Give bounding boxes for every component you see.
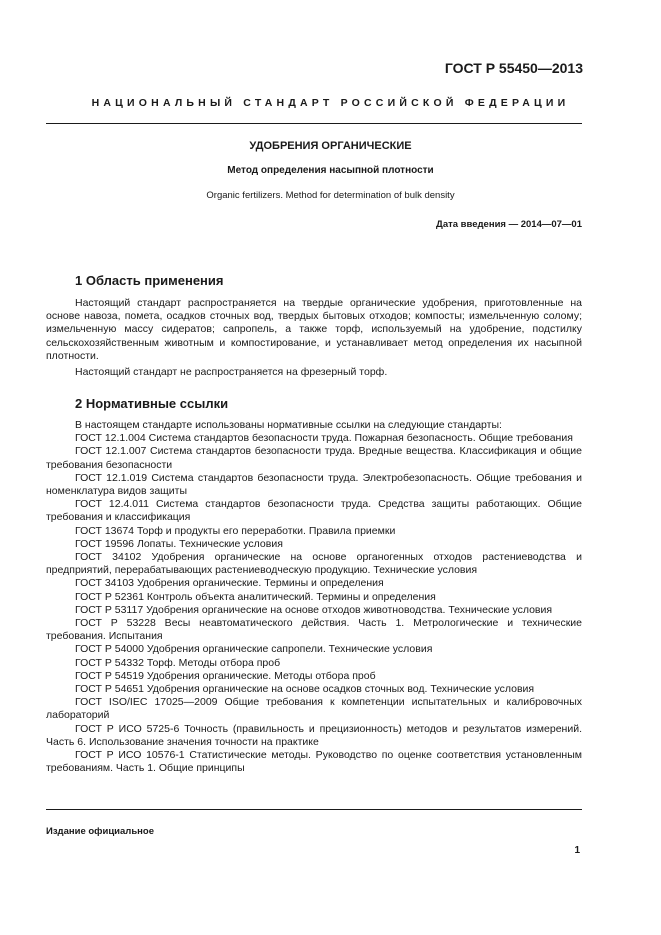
- reference-item: ГОСТ 12.1.004 Система стандартов безопасности труда. Пожарная безопасность. Общие требования: [75, 432, 573, 445]
- document-title: УДОБРЕНИЯ ОРГАНИЧЕСКИЕ: [249, 140, 412, 152]
- reference-item: ГОСТ 34102 Удобрения органические на основе органогенных отходов растениеводства и предприятий, перерабатывающих растениеводческую продукцию. Технические условия: [46, 551, 582, 577]
- document-english-title: Organic fertilizers. Method for determination of bulk density: [206, 190, 455, 201]
- reference-item: ГОСТ 13674 Торф и продукты его переработки. Правила приемки: [75, 524, 396, 537]
- edition-note: Издание официальное: [46, 826, 154, 837]
- reference-item: ГОСТ Р 52361 Контроль объекта аналитический. Термины и определения: [75, 590, 436, 603]
- document-subtitle: Метод определения насыпной плотности: [227, 165, 434, 176]
- reference-item: ГОСТ Р 54000 Удобрения органические сапропели. Технические условия: [75, 643, 433, 656]
- header-divider: [46, 123, 582, 124]
- section-2-intro: В настоящем стандарте использованы нормативные ссылки на следующие стандарты:: [75, 419, 502, 431]
- reference-item: ГОСТ Р ИСО 5725-6 Точность (правильность и прецизионность) методов и результатов измерений. Часть 6. Использование значения точности на практике: [46, 722, 582, 748]
- section-1-paragraph: Настоящий стандарт распространяется на твердые органические удобрения, приготовленные на основе навоза, помета, осадков сточных вод, твердых бытовых отходов; компосты; измельченную солому; измельченную массу сидератов; сапропель, а также торф, используемый на удобрение, подстилку сельскохозяйственным животным и компостирование, и устанавливает метод определения их насыпной плотности.: [46, 297, 582, 362]
- reference-item: ГОСТ Р 53228 Весы неавтоматического действия. Часть 1. Метрологические и технические требования. Испытания: [46, 617, 582, 643]
- reference-item: ГОСТ Р 54519 Удобрения органические. Методы отбора проб: [75, 669, 376, 682]
- national-standard-heading: НАЦИОНАЛЬНЫЙ СТАНДАРТ РОССИЙСКОЙ ФЕДЕРАЦИИ: [91, 97, 570, 109]
- reference-item: ГОСТ 12.4.011 Система стандартов безопасности труда. Средства защиты работающих. Общие требования и классификация: [46, 498, 582, 524]
- section-1-body: [46, 297, 582, 379]
- section-2-body: [46, 419, 582, 775]
- section-1-heading: 1 Область применения: [75, 273, 224, 288]
- footer-divider: [46, 809, 582, 810]
- reference-item: ГОСТ 19596 Лопаты. Технические условия: [75, 537, 283, 550]
- reference-item: ГОСТ 12.1.019 Система стандартов безопасности труда. Электробезопасность. Общие требования и номенклатура видов защиты: [46, 471, 582, 498]
- reference-item: ГОСТ 34103 Удобрения органические. Термины и определения: [75, 577, 384, 590]
- reference-item: ГОСТ 12.1.007 Система стандартов безопасности труда. Вредные вещества. Классификация и общие требования безопасности: [46, 445, 582, 471]
- section-1-paragraph: Настоящий стандарт не распространяется на фрезерный торф.: [75, 366, 388, 379]
- introduction-date: Дата введения — 2014—07—01: [436, 219, 582, 230]
- section-2-heading: 2 Нормативные ссылки: [75, 396, 229, 411]
- reference-item: ГОСТ Р 53117 Удобрения органические на основе отходов животноводства. Технические условия: [75, 603, 553, 616]
- reference-item: ГОСТ Р 54332 Торф. Методы отбора проб: [75, 656, 281, 669]
- reference-item: ГОСТ Р ИСО 10576-1 Статистические методы. Руководство по оценке соответствия установленным требованиям. Часть 1. Общие принципы: [46, 749, 582, 775]
- reference-item: ГОСТ ISO/IEC 17025—2009 Общие требования к компетенции испытательных и калибровочных лабораторий: [46, 696, 582, 722]
- gost-number: ГОСТ Р 55450—2013: [444, 60, 583, 76]
- reference-item: ГОСТ Р 54651 Удобрения органические на основе осадков сточных вод. Технические условия: [75, 683, 535, 696]
- page-number: 1: [574, 845, 580, 856]
